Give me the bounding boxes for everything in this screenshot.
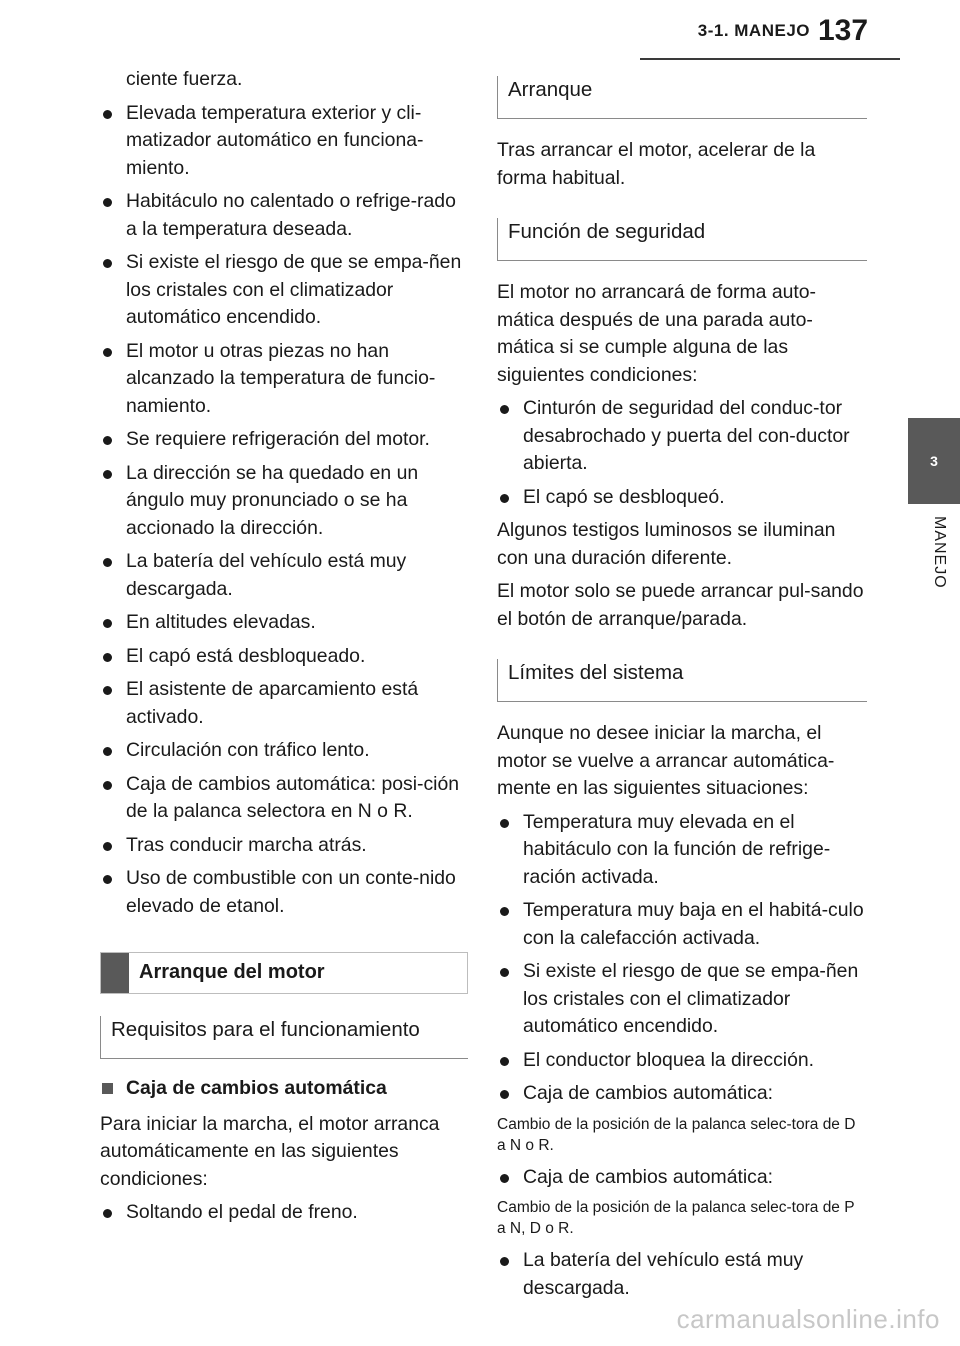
list-item: Elevada temperatura exterior y cli-matizador automático en funciona-miento.: [100, 100, 468, 183]
list-item: La dirección se ha quedado en un ángulo muy pronunciado o se ha accionado la dirección.: [100, 460, 468, 543]
list-item: Caja de cambios automática: posi-ción de la palanca selectora en N o R.: [100, 771, 468, 826]
list-item: Caja de cambios automática:: [497, 1164, 867, 1192]
paragraph: Aunque no desee iniciar la marcha, el motor se vuelve a arrancar automática-mente en las siguientes situaciones:: [497, 722, 835, 799]
subheading: Función de seguridad: [497, 218, 867, 261]
note-text: Cambio de la posición de la palanca selec-tora de P a N, D o R.: [497, 1199, 855, 1237]
paragraph: Algunos testigos luminosos se iluminan con una duración diferente.: [497, 519, 836, 569]
list-item: Soltando el pedal de freno.: [100, 1199, 468, 1227]
paragraph: El motor no arrancará de forma auto-mática después de una parada auto-mática si se cumple alguna de las siguientes condiciones:: [497, 281, 817, 386]
left-column: [100, 66, 468, 1233]
list-item: Habitáculo no calentado o refrige-rado a la temperatura deseada.: [100, 188, 468, 243]
header-divider: [640, 58, 900, 60]
list-item: Caja de cambios automática:: [497, 1080, 867, 1108]
list-item: Se requiere refrigeración del motor.: [100, 426, 468, 454]
heading-bar: [101, 953, 129, 993]
list-item: Uso de combustible con un conte-nido elevado de etanol.: [100, 865, 468, 920]
list-item: En altitudes elevadas.: [100, 609, 468, 637]
paragraph: Para iniciar la marcha, el motor arranca automáticamente en las siguientes condiciones:: [100, 1112, 440, 1190]
list-item: Temperatura muy elevada en el habitáculo con la función de refrige-ración activada.: [497, 809, 867, 892]
paragraph: Tras arrancar el motor, acelerar de la forma habitual.: [497, 139, 816, 189]
chapter-tab[interactable]: [908, 418, 960, 504]
watermark: carmanualsonline.info: [676, 1304, 940, 1334]
list-item: La batería del vehículo está muy descargada.: [497, 1247, 867, 1302]
list-item: Circulación con tráfico lento.: [100, 737, 468, 765]
chapter-label: MANEJO: [931, 516, 948, 589]
list-item: El asistente de aparcamiento está activado.: [100, 676, 468, 731]
chapter-number: 3: [930, 453, 938, 469]
continued-text: ciente fuerza.: [126, 68, 243, 90]
subheading: Arranque: [497, 76, 867, 119]
page-number: 137: [818, 14, 869, 47]
list-item: Si existe el riesgo de que se empa-ñen los cristales con el climatizador automático encendido.: [497, 958, 867, 1041]
list-item: El motor u otras piezas no han alcanzado la temperatura de funcio-namiento.: [100, 338, 468, 421]
list-item: El conductor bloquea la dirección.: [497, 1047, 867, 1075]
square-heading: Caja de cambios automática: [100, 1075, 468, 1103]
section-heading: Arranque del motor: [139, 961, 325, 984]
list-item: La batería del vehículo está muy descargada.: [100, 548, 468, 603]
list-item: Temperatura muy baja en el habitá-culo con la calefacción activada.: [497, 897, 867, 952]
list-item: Si existe el riesgo de que se empa-ñen los cristales con el climatizador automático encendido.: [100, 249, 468, 332]
list-item: El capó está desbloqueado.: [100, 643, 468, 671]
subheading: Límites del sistema: [497, 659, 867, 702]
list-item: El capó se desbloqueó.: [497, 484, 867, 512]
section-title: 3-1. MANEJO: [697, 21, 810, 40]
list-item: Cinturón de seguridad del conduc-tor desabrochado y puerta del con-ductor abierta.: [497, 395, 867, 478]
section-heading-box: [100, 952, 468, 994]
subheading: Requisitos para el funcionamiento: [100, 1016, 468, 1059]
paragraph: El motor solo se puede arrancar pul-sando el botón de arranque/parada.: [497, 580, 864, 630]
note-text: Cambio de la posición de la palanca selec-tora de D a N o R.: [497, 1115, 856, 1154]
right-column: [497, 76, 867, 1308]
list-item: Tras conducir marcha atrás.: [100, 832, 468, 860]
